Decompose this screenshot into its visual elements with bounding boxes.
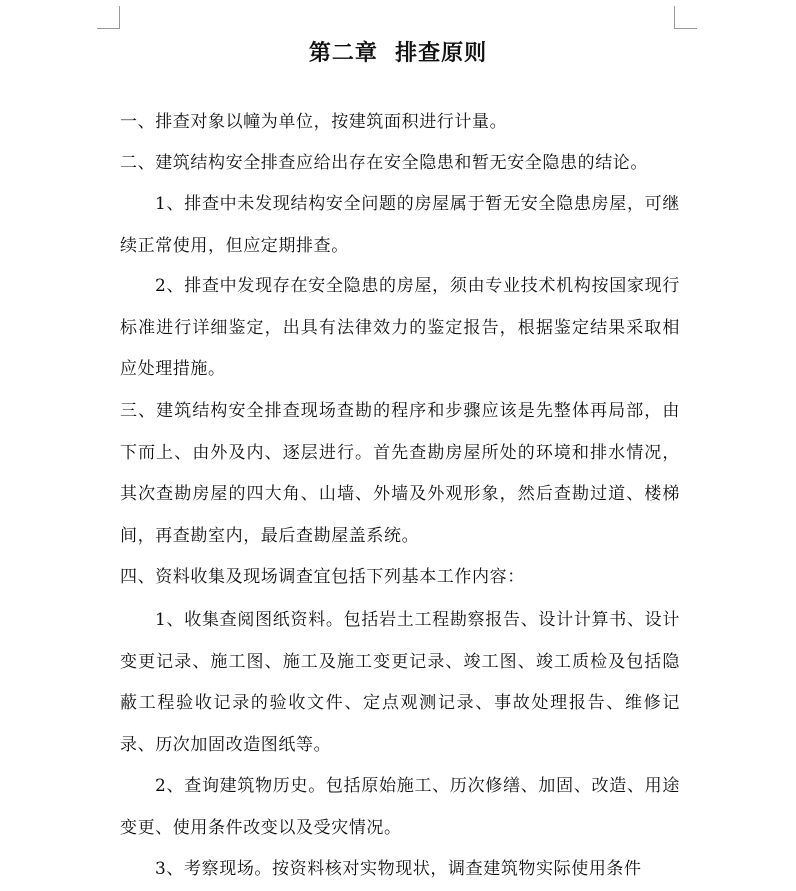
paragraph: 3、考察现场。按资料核对实物现状，调查建筑物实际使用条件: [155, 859, 642, 879]
corner-mark-top-right: [674, 6, 675, 28]
paragraph: 四、资料收集及现场调查宜包括下列基本工作内容：: [120, 567, 525, 587]
paragraph: 三、建筑结构安全排查现场查勘的程序和步骤应该是先整体再局部，由下而上、由外及内、逐层进行。首先查勘房屋所处的环境和排水情况，其次查勘房屋的四大角、山墙、外墙及外观形象，然后查勘过道、楼梯间，再查勘室内，最后查勘屋盖系统。: [120, 401, 680, 546]
corner-mark-top-left: [97, 28, 120, 29]
paragraph: 一、排查对象以幢为单位，按建筑面积进行计量。: [120, 112, 508, 132]
paragraph: 1、排查中未发现结构安全问题的房屋属于暂无安全隐患房屋，可继续正常使用，但应定期排查。: [120, 194, 680, 256]
chapter-title: 第二章 排查原则: [308, 40, 488, 66]
paragraph: 1、收集查阅图纸资料。包括岩土工程勘察报告、设计计算书、设计变更记录、施工图、施工及施工变更记录、竣工图、竣工质检及包括隐蔽工程验收记录的验收文件、定点观测记录、事故处理报告、维修记录、历次加固改造图纸等。: [120, 610, 680, 755]
paragraph: 2、查询建筑物历史。包括原始施工、历次修缮、加固、改造、用途变更、使用条件改变以及受灾情况。: [120, 776, 680, 838]
paragraph: 二、建筑结构安全排查应给出存在安全隐患和暂无安全隐患的结论。: [120, 153, 648, 173]
corner-mark-top-left: [119, 6, 120, 28]
paragraph: 2、排查中发现存在安全隐患的房屋，须由专业技术机构按国家现行标准进行详细鉴定，出具有法律效力的鉴定报告，根据鉴定结果采取相应处理措施。: [120, 276, 680, 379]
corner-mark-top-right: [674, 28, 697, 29]
